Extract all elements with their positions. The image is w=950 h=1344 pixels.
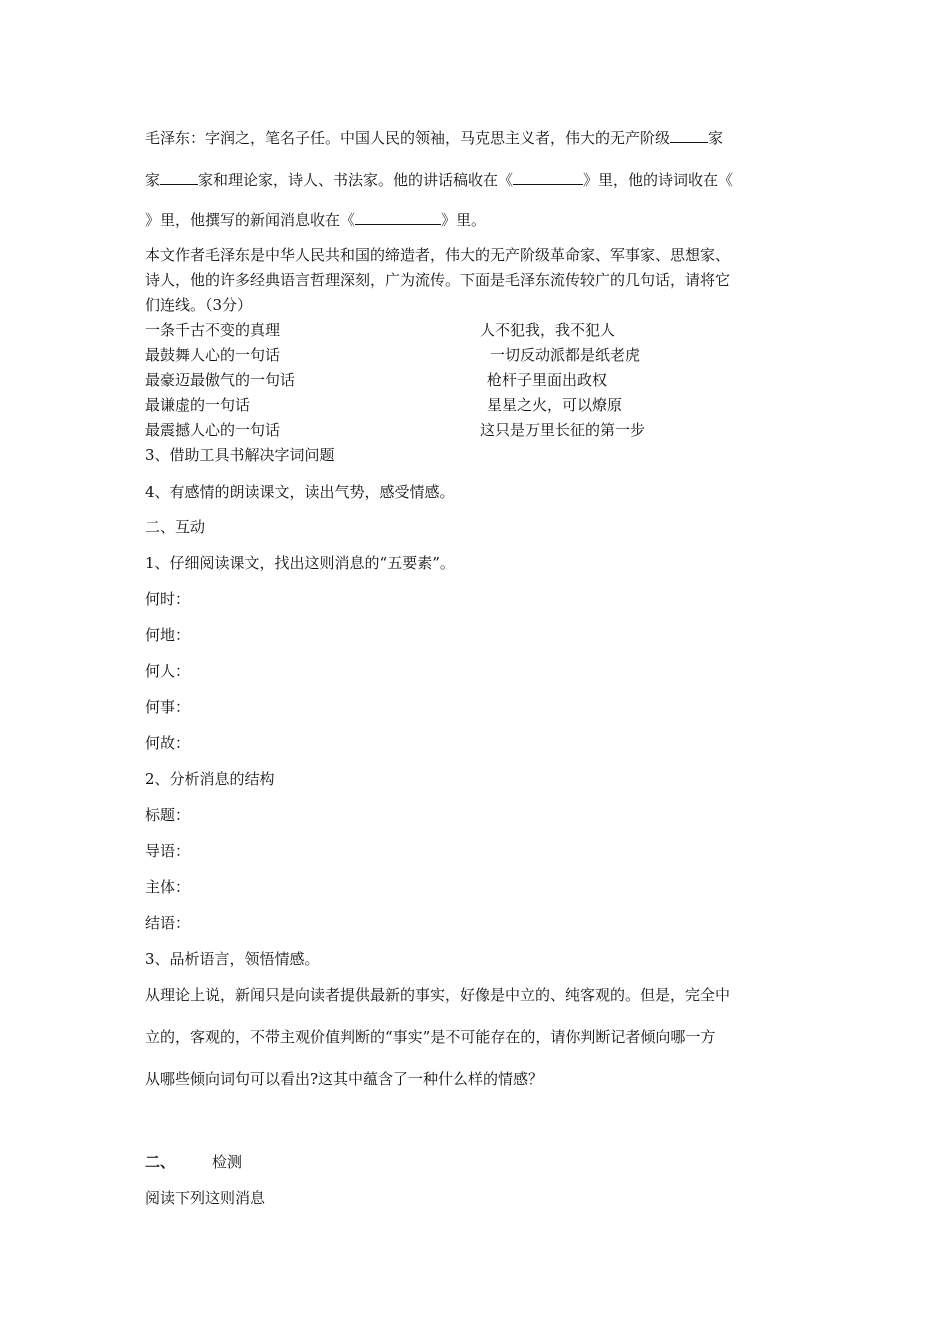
answer-label: 导语：: [145, 842, 191, 860]
answer-label: 何人：: [145, 662, 191, 680]
paragraph-line: 立的，客观的，不带主观价值判断的“事实”是不可能存在的，请你判断记者倾向哪一方: [145, 1028, 716, 1046]
fill-blank[interactable]: [513, 170, 583, 185]
paragraph-line: 从哪些倾向词句可以看出?这其中蕴含了一种什么样的情感？: [145, 1070, 544, 1088]
match-right-item: 一切反动派都是纸老虎: [490, 346, 641, 364]
answer-label: 何故：: [145, 734, 191, 752]
instruction: 阅读下列这则消息: [145, 1189, 266, 1207]
item-4: 4、有感情的朗读课文，读出气势，感受情感。: [145, 483, 455, 501]
paragraph-line: 从理论上说，新闻只是向读者提供最新的事实，好像是中立的、纯客观的。但是，完全中: [145, 986, 731, 1004]
answer-label: 何地：: [145, 626, 191, 644]
intro-text: 》里，他撰写的新闻消息收在《: [145, 211, 356, 229]
match-right-item: 星星之火，可以燎原: [487, 396, 623, 414]
item-3: 3、借助工具书解决字词问题: [145, 446, 335, 464]
intro-text: 》里，他的诗词收在《: [583, 171, 734, 189]
question-1: 1、仔细阅读课文，找出这则消息的“五要素”。: [145, 554, 455, 572]
answer-label: 结语：: [145, 914, 191, 932]
fill-blank[interactable]: [160, 170, 198, 185]
section-number: 二、: [145, 1153, 176, 1171]
match-left-item: 最谦虚的一句话: [145, 396, 251, 414]
match-left-item: 一条千古不变的真理: [145, 321, 281, 339]
section-heading: 二、互动: [145, 518, 206, 536]
intro-text: 家和理论家，诗人、书法家。他的讲话稿收在《: [198, 171, 514, 189]
para2-line: 本文作者毛泽东是中华人民共和国的缔造者，伟大的无产阶级革命家、军事家、思想家、: [145, 246, 731, 264]
intro-text: 家: [145, 171, 161, 189]
match-right-item: 枪杆子里面出政权: [487, 371, 608, 389]
intro-text: 家: [708, 129, 724, 147]
answer-label: 标题：: [145, 806, 191, 824]
answer-label: 主体：: [145, 878, 191, 896]
match-left-item: 最豪迈最傲气的一句话: [145, 371, 296, 389]
answer-label: 何时：: [145, 590, 191, 608]
intro-text: 》里。: [441, 211, 487, 229]
question-2: 2、分析消息的结构: [145, 770, 275, 788]
question-3: 3、品析语言，领悟情感。: [145, 950, 320, 968]
match-left-item: 最鼓舞人心的一句话: [145, 346, 281, 364]
intro-line-2: [145, 170, 733, 190]
para2-line: 诗人，他的许多经典语言哲理深刻，广为流传。下面是毛泽东流传较广的几句话，请将它: [145, 271, 731, 289]
match-right-item: 人不犯我，我不犯人: [480, 321, 616, 339]
intro-line-1: [145, 128, 723, 148]
intro-line-3: [145, 210, 486, 230]
fill-blank[interactable]: [670, 128, 708, 143]
para2-line: 们连线。（3分）: [145, 296, 253, 314]
fill-blank[interactable]: [355, 210, 441, 225]
match-left-item: 最震撼人心的一句话: [145, 421, 281, 439]
match-right-item: 这只是万里长征的第一步: [480, 421, 646, 439]
section-title: 检测: [212, 1153, 243, 1171]
intro-text: 毛泽东：字润之，笔名子任。中国人民的领袖，马克思主义者，伟大的无产阶级: [145, 129, 671, 147]
answer-label: 何事：: [145, 698, 191, 716]
